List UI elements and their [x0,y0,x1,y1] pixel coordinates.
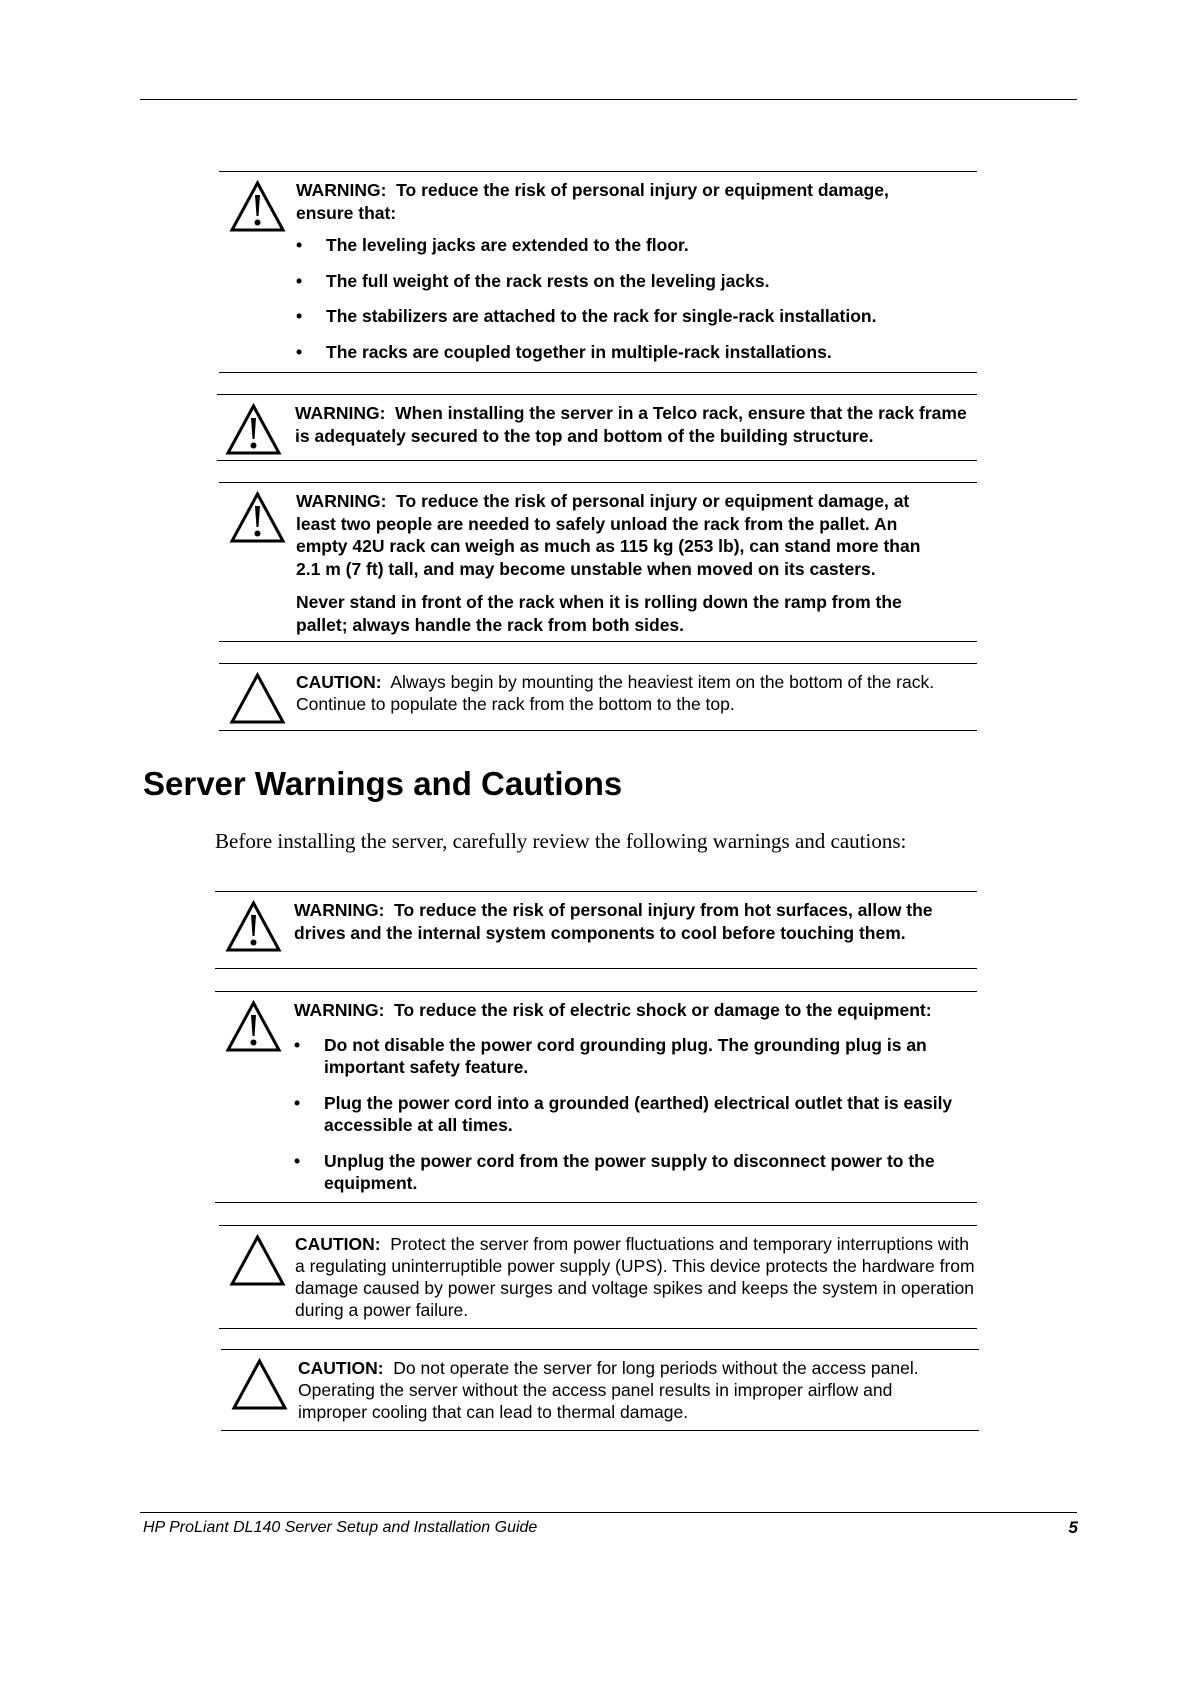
warning-text: WARNING: To reduce the risk of personal injury from hot surfaces, allow the drives and the internal system components to cool before touching them. [294,900,933,943]
warning-electric-shock [215,991,977,1203]
section-title: Server Warnings and Cautions [143,765,623,802]
warning-text: WARNING: To reduce the risk of personal injury or equipment damage, at least two people are needed to safely unload the rack from the pallet. An empty 42U rack can weigh as much as 115 kg (253 lb), can stand more than 2.1 m (7 ft) tall, and may become unstable when moved on its casters. [296,491,921,579]
warning-hot-surfaces [215,891,977,969]
section-intro: Before installing the server, carefully review the following warnings and cautions: [215,829,907,853]
caution-icon [229,1234,286,1287]
bullet-list [296,234,937,363]
list-item: • The leveling jacks are extended to the floor. [296,234,937,257]
warning-icon [225,403,282,456]
warning-text: WARNING: When installing the server in a Telco rack, ensure that the rack frame is adequately secured to the top and bottom of the building structure. [295,403,967,446]
list-item: • The stabilizers are attached to the rack for single-rack installation. [296,305,937,328]
caution-icon [231,1358,288,1411]
caution-text: CAUTION: Protect the server from power fluctuations and temporary interruptions with a regulating uninterruptible power supply (UPS). This device protects the hardware from damage caused by power surges and voltage spikes and keeps the system in operation during a power failure. [295,1234,975,1320]
footer-rule [140,1512,1077,1513]
warning-icon [229,180,286,233]
warning-icon [229,491,286,544]
footer-title: HP ProLiant DL140 Server Setup and Installation Guide [143,1519,538,1536]
list-item: • The full weight of the rack rests on the leveling jacks. [296,270,937,293]
caution-access-panel [221,1349,979,1431]
warning-icon [225,900,282,953]
list-item: • Unplug the power cord from the power supply to disconnect power to the equipment. [294,1150,977,1195]
warning-text: WARNING: To reduce the risk of electric shock or damage to the equipment: [294,1000,932,1020]
caution-heaviest-item [219,663,977,731]
list-item: • Do not disable the power cord grounding plug. The grounding plug is an important safety feature. [294,1034,977,1079]
bullet-list [294,1034,977,1195]
page-number: 5 [1068,1518,1078,1537]
caution-text: CAUTION: Always begin by mounting the heaviest item on the bottom of the rack. Continue to populate the rack from the bottom to the top. [296,672,935,714]
warning-telco-rack [217,394,977,461]
warning-leveling-jacks [219,171,977,373]
caution-icon [229,672,286,725]
warning-icon [225,1000,282,1053]
warning-text: WARNING: To reduce the risk of personal injury or equipment damage, ensure that: [296,180,889,223]
header-rule [140,99,1077,100]
list-item: • Plug the power cord into a grounded (earthed) electrical outlet that is easily accessible at all times. [294,1092,977,1137]
list-item: • The racks are coupled together in multiple-rack installations. [296,341,937,364]
caution-text: CAUTION: Do not operate the server for long periods without the access panel. Operating the server without the access panel results in improper airflow and improper cooling that can lead to thermal damage. [298,1358,919,1422]
warning-unload-rack [219,482,977,642]
caution-ups [219,1225,977,1329]
warning-text-2: Never stand in front of the rack when it is rolling down the ramp from the pallet; always handle the rack from both sides. [296,592,902,635]
